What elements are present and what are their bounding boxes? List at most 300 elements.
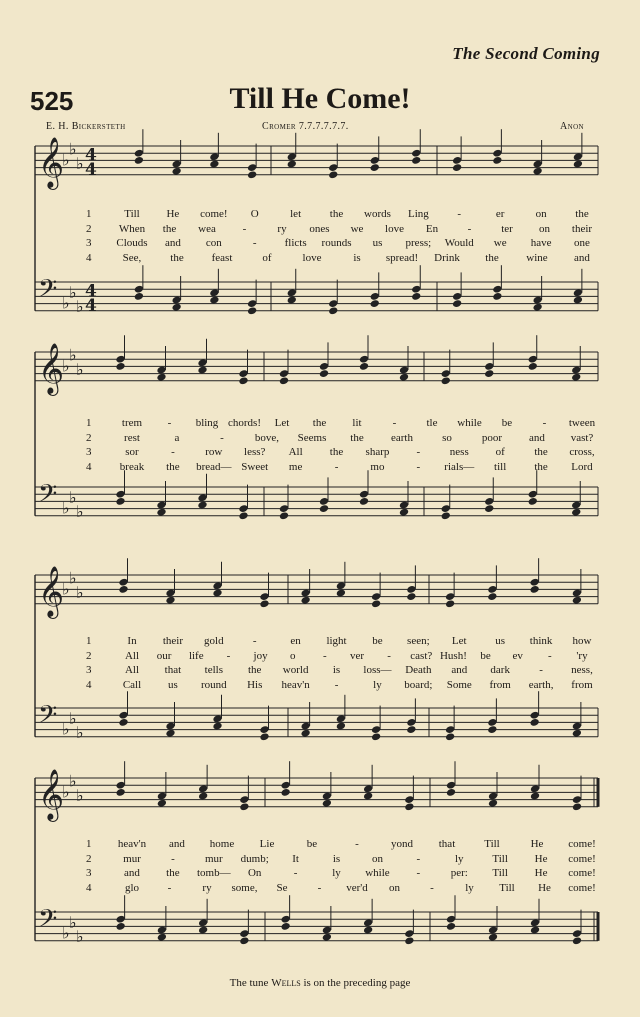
lyric-syllable: sor <box>125 446 139 458</box>
lyric-syllable: When <box>118 222 146 235</box>
lyric-syllable: their <box>571 222 593 235</box>
lyric-syllable: Sweet <box>241 460 269 473</box>
lyric-syllable: us <box>495 635 506 647</box>
note-head <box>115 362 125 371</box>
note-head <box>247 170 257 179</box>
bass-clef-icon: 𝄢 <box>38 904 58 940</box>
lyric-syllable: the <box>534 460 548 473</box>
lyric-syllable: that <box>164 664 182 676</box>
treble-clef-icon: 𝄞 <box>38 565 65 617</box>
note-head <box>280 788 290 797</box>
verse-number: 2 <box>86 852 92 865</box>
note-head <box>134 292 144 301</box>
lyric-syllable: Let <box>274 417 290 429</box>
lyric-syllable: - <box>167 881 172 894</box>
lyric-syllable: so <box>442 431 452 444</box>
verse-number: 4 <box>86 460 92 473</box>
lyric-syllable: come! <box>200 208 228 220</box>
lyric-syllable: come! <box>568 852 596 865</box>
lyric-syllable: Drink <box>434 251 460 264</box>
flat-icon: ♭ <box>62 356 70 376</box>
lyric-syllable: and <box>124 867 140 879</box>
lyric-syllable: - <box>226 649 231 662</box>
note-head <box>528 362 538 371</box>
flat-icon: ♭ <box>76 723 84 743</box>
flat-icon: ♭ <box>76 583 84 602</box>
lyric-syllable: er <box>495 208 505 220</box>
lyric-syllable: one <box>574 237 590 249</box>
lyric-syllable: home <box>209 838 235 850</box>
flat-icon: ♭ <box>76 360 84 379</box>
verse-number: 3 <box>86 867 92 879</box>
lyric-syllable: row <box>205 446 223 458</box>
lyric-syllable: - <box>467 222 472 235</box>
lyric-syllable: tle <box>426 417 438 429</box>
note-head <box>445 732 455 741</box>
note-head <box>280 922 290 931</box>
lyric-syllable: seen; <box>407 635 430 647</box>
lyric-syllable: tells <box>204 664 223 676</box>
lyric-syllable: 'ry <box>576 649 588 662</box>
flat-icon: ♭ <box>62 293 70 313</box>
note-head <box>371 732 381 741</box>
note-head <box>239 936 249 945</box>
lyric-syllable: dark <box>490 664 510 676</box>
note-head <box>238 511 248 520</box>
bass-clef-icon: 𝄢 <box>38 479 58 515</box>
lyric-syllable: Hush! <box>439 649 467 662</box>
flat-icon: ♭ <box>69 139 77 159</box>
lyric-syllable: ver <box>349 649 365 662</box>
lyric-syllable: wea <box>198 222 216 235</box>
lyric-syllable: have <box>530 237 552 249</box>
lyric-syllable: ev <box>512 649 523 662</box>
flat-icon: ♭ <box>69 912 77 932</box>
flat-icon: ♭ <box>62 498 70 518</box>
lyric-syllable: poor <box>481 431 503 444</box>
note-head <box>411 156 421 165</box>
lyric-syllable: words <box>364 208 391 220</box>
lyric-syllable: on <box>389 881 400 894</box>
lyric-syllable: the <box>575 208 589 220</box>
lyric-syllable: think <box>529 635 553 647</box>
verse-number: 1 <box>86 838 92 850</box>
lyric-syllable: dumb; <box>240 852 269 865</box>
lyric-syllable: Death <box>405 664 432 676</box>
lyric-syllable: - <box>539 664 543 676</box>
note-head <box>446 788 456 797</box>
lyric-syllable: ver'd <box>346 881 368 894</box>
note-head <box>529 585 539 594</box>
lyric-syllable: All <box>124 664 140 676</box>
note-head <box>441 511 451 520</box>
lyric-syllable: rest <box>124 431 140 444</box>
note-head <box>452 163 462 172</box>
lyric-syllable: en <box>290 635 301 647</box>
section-title: The Second Coming <box>452 44 600 63</box>
lyric-syllable: board; <box>404 678 433 691</box>
lyric-syllable: Let <box>451 635 467 647</box>
note-head <box>115 788 125 797</box>
lyric-syllable: - <box>167 417 172 429</box>
note-head <box>247 306 257 315</box>
lyric-syllable: ter <box>501 222 513 235</box>
lyric-syllable: o <box>289 649 296 662</box>
note-head <box>452 299 462 308</box>
lyric-syllable: feast <box>211 251 233 264</box>
flat-icon: ♭ <box>76 786 84 805</box>
note-head <box>404 802 414 811</box>
note-head <box>446 922 456 931</box>
lyric-syllable: bling <box>195 417 219 429</box>
flat-icon: ♭ <box>69 487 77 507</box>
lyric-syllable: of <box>262 251 272 264</box>
lyric-syllable: He <box>166 208 180 220</box>
lyric-syllable: the <box>350 431 364 444</box>
flat-icon: ♭ <box>62 150 70 170</box>
lyric-syllable: - <box>416 460 421 473</box>
lyric-syllable: Till <box>484 838 500 850</box>
verse-number: 2 <box>86 649 92 662</box>
lyric-syllable: the <box>170 251 184 264</box>
lyric-syllable: from <box>489 678 511 691</box>
lyric-syllable: - <box>220 431 224 444</box>
lyric-syllable: their <box>162 635 183 647</box>
note-head <box>328 170 338 179</box>
flat-icon: ♭ <box>69 771 77 791</box>
note-head <box>445 599 455 608</box>
note-head <box>406 592 416 601</box>
note-head <box>115 922 125 931</box>
note-head <box>487 592 497 601</box>
hymn-title: Till He Come! <box>229 82 411 115</box>
lyric-syllable: ly <box>454 852 464 865</box>
lyric-syllable: on <box>371 852 383 865</box>
lyric-syllable: sharp <box>365 446 390 458</box>
flat-icon: ♭ <box>76 154 84 173</box>
lyric-syllable: be <box>306 838 318 850</box>
lyric-syllable: come! <box>568 881 596 894</box>
lyric-syllable: mur <box>123 852 141 865</box>
lyric-syllable: O <box>250 208 259 220</box>
lyric-syllable: mur <box>204 852 223 865</box>
verse-number: 2 <box>86 222 92 235</box>
lyric-syllable: ry <box>202 881 212 894</box>
bass-clef-icon: 𝄢 <box>38 700 58 736</box>
lyric-syllable: cast? <box>410 649 433 662</box>
footer-tune-name: Wells <box>271 977 301 989</box>
flat-icon: ♭ <box>69 568 77 588</box>
lyric-syllable: - <box>542 417 547 429</box>
lyric-syllable: - <box>171 446 175 458</box>
verse-number: 4 <box>86 251 92 264</box>
lyric-syllable: be <box>501 417 513 429</box>
lyric-syllable: He <box>530 838 544 850</box>
lyric-syllable: gold <box>204 635 224 647</box>
lyric-syllable: ones <box>309 222 330 235</box>
lyric-syllable: is <box>353 251 361 264</box>
lyric-syllable: - <box>252 237 257 249</box>
note-head <box>115 497 125 506</box>
lyric-syllable: ness <box>449 446 469 458</box>
lyric-syllable: while <box>365 867 390 879</box>
verse-number: 1 <box>86 635 92 647</box>
treble-clef-icon: 𝄞 <box>38 768 65 820</box>
lyric-syllable: of <box>495 446 505 458</box>
lyric-syllable: the <box>166 460 180 473</box>
lyric-syllable: a <box>174 431 180 444</box>
lyric-syllable: bread— <box>196 460 232 473</box>
lyric-syllable: Till <box>124 208 140 220</box>
lyric-syllable: while <box>457 417 482 429</box>
note-head <box>359 362 369 371</box>
note-head <box>441 376 451 385</box>
lyric-syllable: and <box>574 251 590 264</box>
lyric-syllable: See, <box>122 251 142 264</box>
lyric-syllable: come! <box>568 867 596 879</box>
flat-icon: ♭ <box>76 502 84 522</box>
lyric-syllable: ness, <box>571 664 593 676</box>
lyric-syllable: Se <box>276 881 288 894</box>
lyric-syllable: All <box>124 649 140 662</box>
lyric-syllable: round <box>200 678 227 691</box>
lyric-syllable: glo <box>124 881 140 894</box>
note-head <box>319 369 329 378</box>
lyric-syllable: loss— <box>363 664 392 676</box>
note-head <box>404 936 414 945</box>
lyric-syllable: ry <box>277 222 287 235</box>
lyric-syllable: Till <box>499 881 515 894</box>
lyric-syllable: His <box>247 678 263 691</box>
lyric-syllable: Ling <box>407 208 429 220</box>
lyric-syllable: All <box>288 446 303 458</box>
lyric-syllable: we <box>350 222 364 235</box>
lyric-syllable: on <box>535 208 547 220</box>
lyric-syllable: He <box>534 867 548 879</box>
lyric-syllable: chords! <box>228 417 261 429</box>
lyric-syllable: we <box>493 237 507 249</box>
note-head <box>492 292 502 301</box>
flat-icon: ♭ <box>69 282 77 302</box>
lyric-syllable: - <box>430 881 434 894</box>
lyric-syllable: the <box>329 208 344 220</box>
verse-number: 4 <box>86 678 92 691</box>
credit-tune: Cromer 7.7.7.7.7.7. <box>262 121 349 132</box>
flat-icon: ♭ <box>62 923 70 943</box>
note-head <box>118 585 128 594</box>
time-signature: 4 <box>85 281 97 302</box>
flat-icon: ♭ <box>69 345 77 365</box>
lyric-syllable: the <box>329 446 344 458</box>
lyric-syllable: Would <box>444 237 474 249</box>
lyric-syllable: Seems <box>297 431 327 444</box>
lyric-syllable: heav'n <box>281 678 310 691</box>
note-head <box>484 504 494 513</box>
lyric-syllable: how <box>572 635 592 647</box>
lyric-syllable: ly <box>332 867 341 879</box>
lyric-syllable: that <box>438 838 456 850</box>
lyric-syllable: break <box>119 460 145 473</box>
lyric-syllable: Some <box>446 678 472 691</box>
note-head <box>487 725 497 734</box>
lyric-syllable: He <box>538 881 551 894</box>
lyric-syllable: vast? <box>570 431 594 444</box>
lyric-syllable: - <box>334 460 339 473</box>
lyric-syllable: - <box>171 852 175 865</box>
lyric-syllable: per: <box>450 867 468 879</box>
lyric-syllable: En <box>425 222 439 235</box>
note-head <box>572 802 582 811</box>
lyric-syllable: let <box>290 208 302 220</box>
lyric-syllable: On <box>247 867 262 879</box>
flat-icon: ♭ <box>76 297 84 317</box>
lyric-syllable: heav'n <box>117 838 147 850</box>
lyric-syllable: - <box>392 417 397 429</box>
note-head <box>239 802 249 811</box>
note-head <box>484 369 494 378</box>
lyric-syllable: flicts <box>284 237 307 249</box>
lyric-syllable: - <box>457 208 462 220</box>
lyric-syllable: ly <box>373 678 382 691</box>
flat-icon: ♭ <box>62 579 70 599</box>
credit-author: E. H. Bickersteth <box>46 121 126 132</box>
lyric-syllable: - <box>334 678 339 691</box>
lyric-syllable: Till <box>492 852 508 865</box>
lyric-syllable: love <box>302 251 322 264</box>
lyric-syllable: earth, <box>528 678 554 691</box>
lyric-syllable: yond <box>391 838 413 850</box>
lyric-syllable: Lie <box>259 838 275 850</box>
note-head <box>572 936 582 945</box>
lyric-syllable: joy <box>253 649 268 662</box>
lyric-syllable: is <box>332 664 341 676</box>
footer-prefix: The tune <box>229 977 269 989</box>
lyric-syllable: - <box>416 852 421 865</box>
flat-icon: ♭ <box>69 708 77 728</box>
lyric-syllable: tomb— <box>197 867 231 879</box>
time-signature: 4 <box>85 145 97 166</box>
note-head <box>259 732 269 741</box>
lyric-syllable: come! <box>568 838 596 850</box>
lyric-syllable: be <box>372 635 383 647</box>
lyric-syllable: It <box>292 852 299 865</box>
note-head <box>118 718 128 727</box>
lyric-syllable: lit <box>352 417 362 429</box>
lyric-syllable: bove, <box>254 431 280 444</box>
lyric-syllable: world <box>282 664 309 676</box>
footer-suffix: is on the preceding page <box>303 977 411 989</box>
time-signature: 4 <box>85 159 97 180</box>
note-head <box>406 725 416 734</box>
lyric-syllable: trem <box>121 417 143 429</box>
lyric-syllable: till <box>494 460 507 473</box>
lyric-syllable: Call <box>122 678 142 691</box>
lyric-syllable: our <box>156 649 172 662</box>
verse-number: 3 <box>86 664 92 676</box>
lyric-syllable: be <box>480 649 491 662</box>
lyric-syllable: us <box>372 237 383 249</box>
credit-composer: Anon <box>560 121 584 132</box>
treble-clef-icon: 𝄞 <box>38 342 65 394</box>
lyric-syllable: me <box>288 460 303 473</box>
note-head <box>529 718 539 727</box>
note-head <box>492 156 502 165</box>
flat-icon: ♭ <box>62 719 70 739</box>
verse-number: 2 <box>86 431 92 444</box>
lyric-syllable: - <box>323 649 327 662</box>
lyric-syllable: - <box>355 838 359 850</box>
note-head <box>359 497 369 506</box>
note-head <box>371 599 381 608</box>
lyric-syllable: - <box>387 649 391 662</box>
lyric-syllable: con <box>205 237 222 249</box>
lyric-syllable: less? <box>244 446 266 458</box>
note-head <box>279 511 289 520</box>
lyric-syllable: some, <box>231 881 258 894</box>
lyric-syllable: - <box>242 222 247 235</box>
verse-number: 3 <box>86 237 92 249</box>
lyric-syllable: love <box>385 222 404 235</box>
hymn-number: 525 <box>30 86 74 116</box>
note-head <box>134 156 144 165</box>
lyric-syllable: - <box>548 649 552 662</box>
lyric-syllable: is <box>332 852 341 865</box>
lyric-syllable: - <box>416 446 421 458</box>
footer-note <box>0 977 640 989</box>
lyric-syllable: spread! <box>385 251 419 264</box>
verse-number: 4 <box>86 881 92 894</box>
lyric-syllable: the <box>247 664 262 676</box>
lyric-syllable: us <box>168 678 178 691</box>
verse-number: 1 <box>86 417 92 429</box>
lyric-syllable: on <box>539 222 550 235</box>
lyric-syllable: and <box>529 431 545 444</box>
note-head <box>328 306 338 315</box>
lyric-syllable: rounds <box>321 237 352 249</box>
flat-icon: ♭ <box>62 782 70 802</box>
note-head <box>370 299 380 308</box>
note-head <box>528 497 538 506</box>
note-head <box>279 376 289 385</box>
lyric-syllable: Till <box>492 867 508 879</box>
lyric-syllable: the <box>166 867 180 879</box>
verse-number: 3 <box>86 446 92 458</box>
lyric-syllable: wine <box>526 251 548 264</box>
lyric-syllable: and <box>451 664 468 676</box>
flat-icon: ♭ <box>76 927 84 947</box>
lyric-syllable: - <box>252 635 257 647</box>
lyric-syllable: press; <box>405 237 432 249</box>
note-head <box>411 292 421 301</box>
bass-clef-icon: 𝄢 <box>38 274 58 310</box>
lyric-syllable: the <box>534 446 548 458</box>
lyric-syllable: and <box>169 838 185 850</box>
lyric-syllable: In <box>127 635 137 647</box>
lyric-syllable: - <box>317 881 322 894</box>
lyric-syllable: Clouds <box>116 237 148 249</box>
note-head <box>259 599 269 608</box>
lyric-syllable: light <box>326 635 347 647</box>
note-head <box>319 504 329 513</box>
lyric-syllable: the <box>162 222 177 235</box>
lyric-syllable: and <box>164 237 181 249</box>
time-signature: 4 <box>85 295 97 316</box>
note-head <box>238 376 248 385</box>
lyric-syllable: cross, <box>569 446 595 458</box>
lyric-syllable: mo <box>370 460 385 473</box>
lyric-syllable: - <box>293 867 298 879</box>
lyric-syllable: Lord <box>571 460 593 473</box>
